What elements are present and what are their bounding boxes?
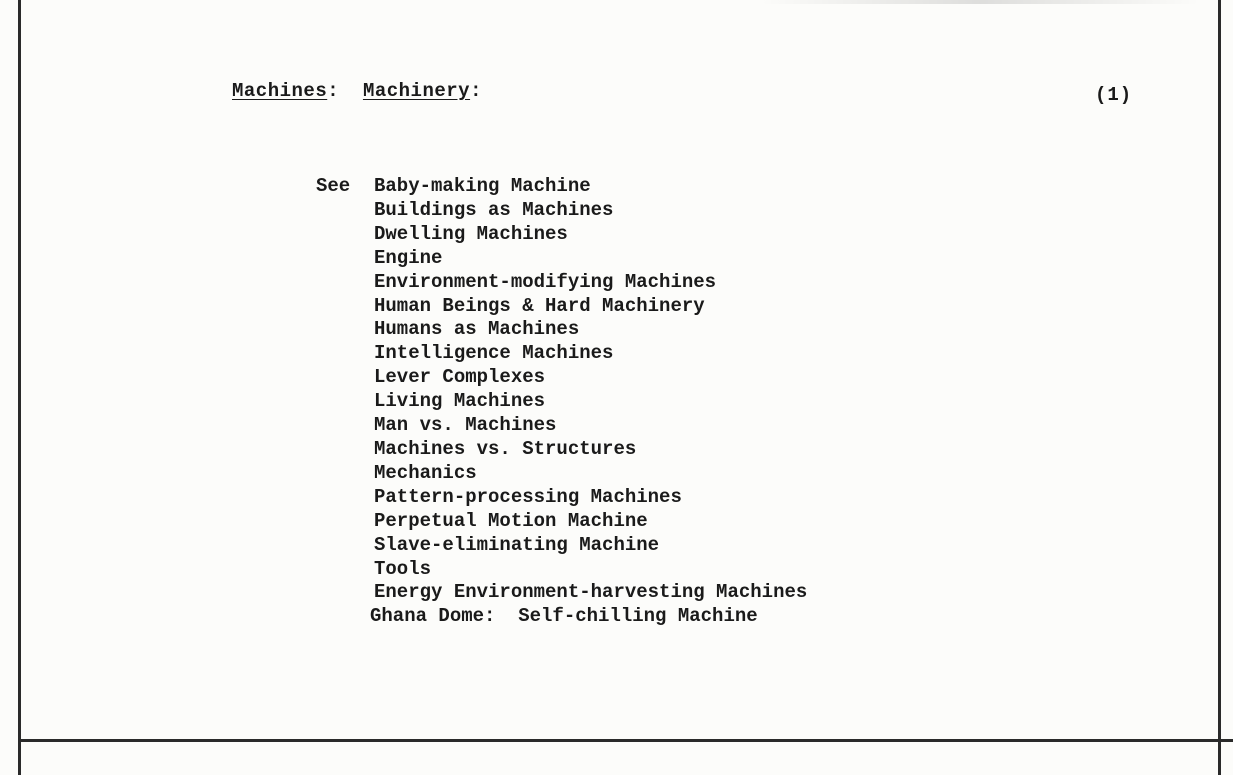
page-heading <box>232 80 482 102</box>
list-item: Pattern-processing Machines <box>374 485 682 508</box>
see-also-list <box>370 175 808 629</box>
list-item: Engine <box>374 246 443 269</box>
list-item: Man vs. Machines <box>374 414 557 437</box>
list-item: Ghana Dome: Self-chilling Machine <box>370 605 758 628</box>
right-border-line <box>1218 0 1221 775</box>
list-item: Tools <box>374 557 432 580</box>
page-number: (1) <box>1095 84 1133 106</box>
bottom-border-line <box>18 739 1233 742</box>
heading-colon: : <box>327 80 340 102</box>
list-item: Energy Environment-harvesting Machines <box>374 581 808 604</box>
left-border-line <box>18 0 21 775</box>
list-item: Environment-modifying Machines <box>374 270 717 293</box>
list-item: Baby-making Machine <box>374 175 591 197</box>
list-item: Humans as Machines <box>374 318 580 341</box>
heading-colon: : <box>470 80 482 102</box>
heading-term-machinery: Machinery <box>362 80 471 102</box>
heading-term-machines: Machines <box>232 80 328 102</box>
list-item: Mechanics <box>374 461 477 484</box>
list-item: Buildings as Machines <box>374 198 614 221</box>
list-item: Slave-eliminating Machine <box>374 533 660 556</box>
list-item: Human Beings & Hard Machinery <box>374 294 705 317</box>
see-label: See <box>316 175 351 197</box>
list-item: Machines vs. Structures <box>374 437 637 460</box>
list-item: Living Machines <box>374 390 546 413</box>
list-item: Perpetual Motion Machine <box>374 509 648 532</box>
list-item: Intelligence Machines <box>374 342 614 365</box>
list-item: Dwelling Machines <box>374 222 568 245</box>
top-edge-smudge <box>760 0 1200 4</box>
list-item: Lever Complexes <box>374 366 546 389</box>
